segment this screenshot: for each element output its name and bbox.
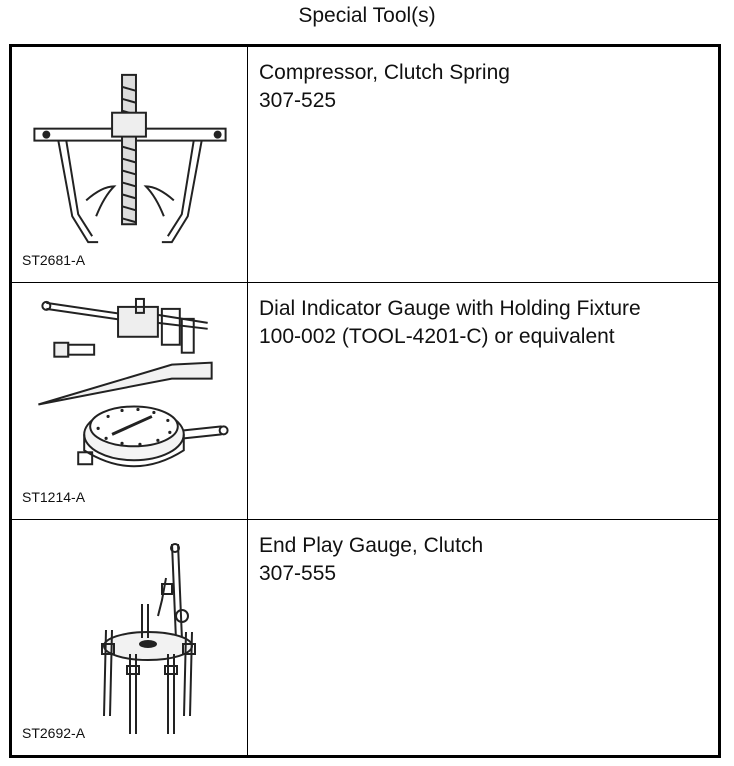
tool-part-number: 307-525: [259, 89, 337, 112]
clutch-spring-compressor-illustration: [12, 47, 248, 282]
tool-illustration-cell: [12, 47, 248, 282]
tool-description: [259, 532, 483, 588]
tool-illustration-cell: [12, 283, 248, 519]
page-title: Special Tool(s): [298, 4, 436, 27]
dial-indicator-gauge-illustration: [12, 283, 248, 519]
figure-code: ST2692-A: [22, 725, 86, 741]
tool-name: Compressor, Clutch Spring: [259, 61, 510, 84]
tool-part-number: 100-002 (TOOL-4201-C) or equivalent: [259, 325, 615, 348]
tool-description: [259, 59, 510, 115]
tool-name: End Play Gauge, Clutch: [259, 534, 484, 557]
special-tools-table: [9, 44, 721, 758]
figure-code: ST2681-A: [22, 252, 86, 268]
tool-illustration-cell: [12, 520, 248, 755]
figure-code: ST1214-A: [22, 489, 86, 505]
table-row: [12, 520, 718, 755]
tool-description: [259, 295, 641, 351]
clutch-end-play-gauge-illustration: [12, 520, 248, 755]
table-row: [12, 47, 718, 283]
table-row: [12, 283, 718, 520]
tool-part-number: 307-555: [259, 562, 337, 585]
tool-name: Dial Indicator Gauge with Holding Fixture: [259, 297, 641, 320]
